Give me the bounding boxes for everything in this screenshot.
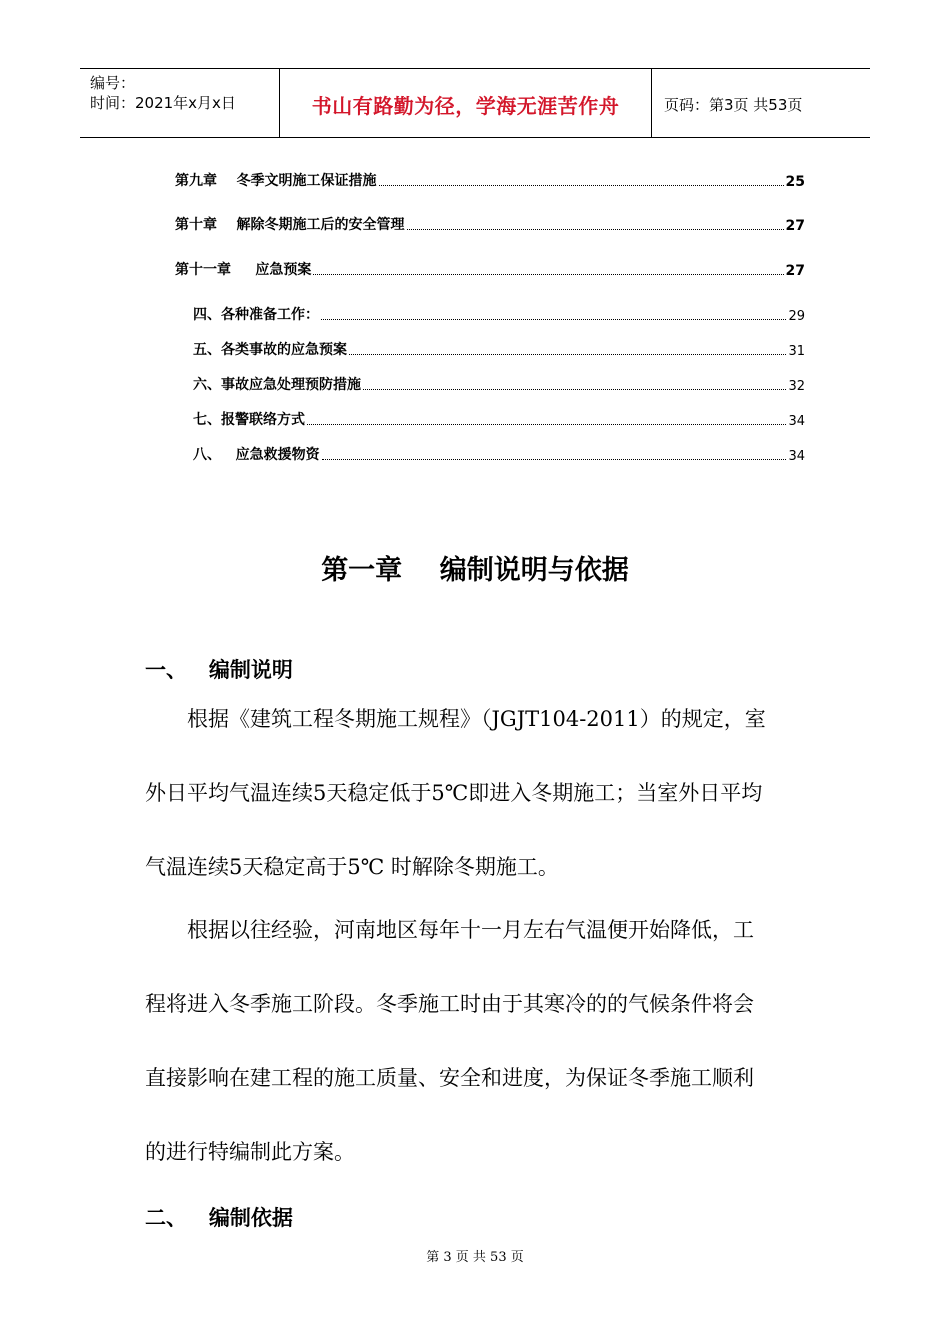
toc-entry-page: 25 — [785, 174, 805, 190]
toc-entry[interactable] — [175, 214, 805, 234]
toc-entry[interactable] — [175, 170, 805, 190]
toc-entry-title: 五、各类事故的应急预案 — [193, 342, 347, 358]
toc-leader — [321, 319, 786, 320]
toc-entry-title: 第九章 冬季文明施工保证措施 — [175, 173, 377, 189]
toc-leader — [313, 274, 783, 275]
paragraph-line: 程将进入冬季施工阶段。冬季施工时由于其寒冷的的气候条件将会 — [145, 992, 754, 1016]
toc-entry-page: 34 — [788, 414, 805, 429]
toc-leader — [322, 459, 787, 460]
header-meta — [80, 69, 280, 137]
toc-entry-title: 第十章 解除冬期施工后的安全管理 — [175, 217, 405, 233]
toc-entry[interactable] — [193, 374, 805, 394]
toc-entry-title: 八、 应急救援物资 — [193, 447, 320, 463]
paragraph-line: 根据《建筑工程冬期施工规程》（JGJT104-2011）的规定，室 — [187, 707, 766, 731]
toc-entry[interactable] — [175, 259, 805, 279]
toc-entry-title: 七、报警联络方式 — [193, 412, 305, 428]
section-heading: 二、 编制依据 — [145, 1206, 293, 1230]
toc-entry-page: 34 — [788, 449, 805, 464]
document-date: 时间：2021年x月x日 — [90, 94, 236, 112]
toc-entry-title: 六、事故应急处理预防措施 — [193, 377, 361, 393]
toc-leader — [307, 424, 786, 425]
toc-entry[interactable] — [193, 339, 805, 359]
document-number: 编号： — [90, 74, 136, 92]
page-header — [80, 68, 870, 138]
toc-entry[interactable] — [193, 304, 805, 324]
paragraph-line: 气温连续5天稳定高于5℃ 时解除冬期施工。 — [145, 855, 559, 879]
header-slogan: 书山有路勤为径，学海无涯苦作舟 — [280, 69, 652, 137]
paragraph-line: 根据以往经验，河南地区每年十一月左右气温便开始降低，工 — [187, 918, 754, 942]
section-heading: 一、 编制说明 — [145, 658, 293, 682]
toc-leader — [349, 354, 786, 355]
toc-entry-title: 第十一章 应急预案 — [175, 262, 312, 278]
header-page-info: 页码：第3页 共53页 — [664, 95, 803, 114]
toc-leader — [379, 185, 784, 186]
paragraph-line: 外日平均气温连续5天稳定低于5℃即进入冬期施工；当室外日平均 — [145, 781, 763, 805]
toc-entry[interactable] — [193, 444, 805, 464]
paragraph-line: 直接影响在建工程的施工质量、安全和进度，为保证冬季施工顺利 — [145, 1066, 754, 1090]
chapter-title: 第一章 编制说明与依据 — [321, 555, 629, 586]
toc-entry-page: 27 — [785, 218, 805, 234]
toc-entry-page: 31 — [788, 344, 805, 359]
toc-entry[interactable] — [193, 409, 805, 429]
page-footer: 第 3 页 共 53 页 — [426, 1250, 524, 1265]
toc-leader — [363, 389, 786, 390]
toc-entry-page: 27 — [785, 263, 805, 279]
toc-leader — [407, 229, 784, 230]
toc-entry-title: 四、各种准备工作： — [193, 307, 319, 323]
toc-entry-page: 32 — [788, 379, 805, 394]
toc-entry-page: 29 — [788, 309, 805, 324]
paragraph-line: 的进行特编制此方案。 — [145, 1140, 355, 1164]
